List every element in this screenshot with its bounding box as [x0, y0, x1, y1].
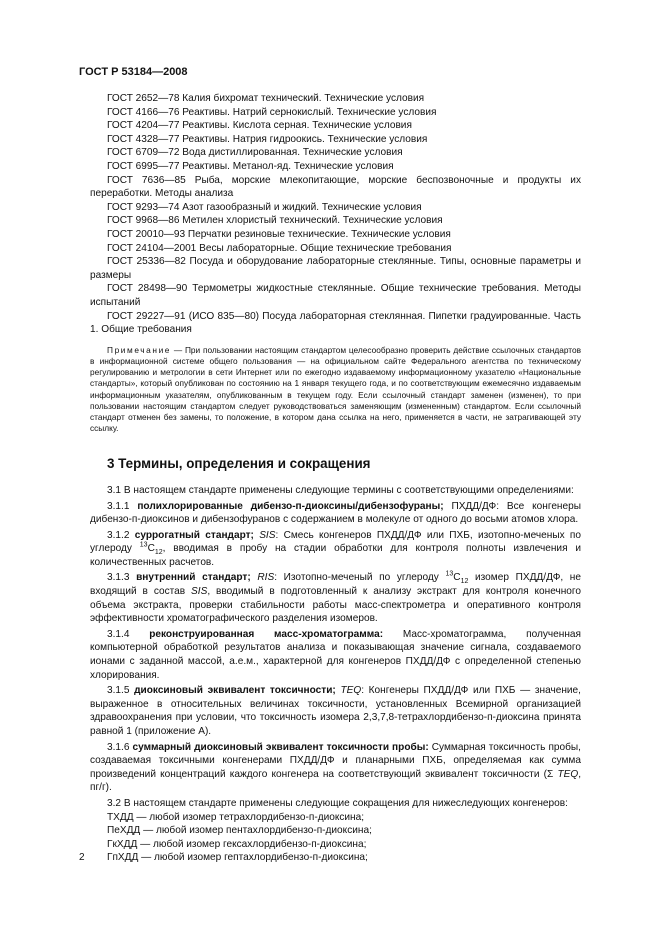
isotope-subscript: 12: [154, 549, 163, 557]
term-definition: Суммарная токсичность пробы, создаваемая токсичными конгенерами ПХДД/ДФ и планарными ПХБ, определяемая как сумма произведений концентраций каждого конгенера на соответствующий эквивалент токсичности (: [90, 741, 581, 780]
reference-item: ГОСТ 29227—91 (ИСО 835—80) Посуда лабораторная стеклянная. Пипетки градуированные. Часть 1. Общие требования: [90, 310, 581, 336]
term-abbr: TEQ: [340, 685, 362, 697]
reference-item: ГОСТ 4166—76 Реактивы. Натрий сернокислый. Технические условия: [107, 106, 437, 118]
term-number: 3.1.6: [107, 741, 133, 753]
term-3-1-5: [90, 684, 581, 738]
term-3-1-4: [90, 628, 581, 682]
term-definition: : Конгенеры ПХДД/ДФ или ПХБ — значение, выраженное в относительных величинах токсичности, установленных Всемирной организацией здравоохранения при условии, что токсичность изомера 2,3,7,8-тетрахлордибензо-п-диоксина принята равной 1 (приложение А).: [90, 685, 581, 737]
abbreviation-item: ПеХДД — любой изомер пентахлордибензо-п-диоксина;: [107, 825, 372, 837]
reference-item: ГОСТ 6995—77 Реактивы. Метанол-яд. Технические условия: [107, 160, 394, 172]
term-definition-end: , вводимый в подготовленный к анализу экстракт для контроля конечного объема экстракта, проверки стабильности работы масс-спектрометра и оперативного контроля эффективности хроматографического разделения изомеров.: [90, 586, 581, 625]
term-abbr: ПХДД/ДФ:: [443, 500, 507, 512]
term-name: суррогатный стандарт;: [134, 529, 254, 541]
isotope-superscript: 13: [139, 541, 148, 549]
term-name: суммарный диоксиновый эквивалент токсичности пробы:: [132, 741, 429, 753]
abbreviation-list: [90, 811, 581, 865]
term-definition-mid: изомер ПХДД/ДФ, не входящий в состав: [90, 572, 581, 598]
term-name: реконструированная масс-хроматограмма:: [149, 628, 384, 640]
term-number: 3.1.2: [107, 529, 135, 541]
term-name: диоксиновый эквивалент токсичности;: [134, 685, 336, 697]
reference-item: ГОСТ 24104—2001 Весы лабораторные. Общие технические требования: [107, 242, 452, 254]
reference-item: ГОСТ 2652—78 Калия бихромат технический. Технические условия: [107, 93, 425, 104]
term-number: 3.1.1: [107, 500, 138, 512]
term-3-1-6: [90, 741, 581, 795]
paragraph-3-1: 3.1 В настоящем стандарте применены следующие термины с соответствующими определениями:: [107, 484, 574, 496]
term-3-1-1: [90, 500, 581, 527]
note-label: Примечание: [107, 344, 172, 355]
reference-item: ГОСТ 7636—85 Рыба, морские млекопитающие, морские беспозвоночные и продукты их переработки. Методы анализа: [90, 174, 581, 200]
term-definition: Масс-хроматограмма, полученная компьютерной обработкой результатов анализа и показывающая значение сигнала, создаваемого ионами с заданной массой, а.е.м., характерной для конгенеров ПХДД/ДФ с определенной степенью хлорирования.: [90, 628, 581, 681]
carbon-symbol: C: [147, 543, 155, 555]
term-3-1-3: [90, 571, 581, 625]
page-number: 2: [79, 852, 85, 863]
isotope-superscript: 13: [445, 571, 454, 579]
term-number: 3.1.5: [107, 685, 135, 697]
term-definition: : Изотопно-меченый по углероду: [274, 572, 446, 584]
reference-item: ГОСТ 9968—86 Метилен хлористый технический. Технические условия: [107, 215, 443, 227]
term-name: полихлорированные дибензо-п-диоксины/дибензофураны;: [137, 500, 444, 512]
term-abbr: SIS: [259, 529, 276, 541]
reference-item: ГОСТ 4204—77 Реактивы. Кислота серная. Технические условия: [107, 120, 412, 132]
term-number: 3.1.4: [107, 628, 150, 640]
sum-symbol: Σ: [547, 768, 558, 780]
document-header: ГОСТ Р 53184—2008: [79, 66, 188, 78]
abbreviation-item: ТХДД — любой изомер тетрахлордибензо-п-диоксина;: [107, 811, 365, 823]
term-3-1-2: [90, 529, 581, 570]
reference-item: ГОСТ 4328—77 Реактивы. Натрия гидроокись. Технические условия: [107, 133, 428, 145]
note-paragraph: [90, 345, 581, 435]
reference-item: ГОСТ 9293—74 Азот газообразный и жидкий. Технические условия: [107, 201, 422, 213]
note-text: — При пользовании настоящим стандартом целесообразно проверить действие ссылочных стандартов в информационной системе общего пользования — на официальном сайте Федерального агентства по техническому регулированию и метрологии в сети Интернет или по ежегодно издаваемому информационному указателю «Национальные стандарты», который опубликован по состоянию на 1 января текущего года, и по соответствующим ежемесячно издаваемым информационным указателям, опубликованным в текущем году. Если ссылочный стандарт заменен (изменен), то при пользовании настоящим стандартом следует руководствоваться заменяющим (измененным) стандартом. Если ссылочный стандарт отменен без замены, то положение, в котором дана ссылка на него, применяется в части, не затрагивающей эту ссылку.: [90, 344, 581, 434]
isotope-subscript: 12: [460, 578, 469, 586]
abbreviation-item: ГпХДД — любой изомер гептахлордибензо-п-диоксина;: [107, 852, 368, 864]
paragraph-3-2: 3.2 В настоящем стандарте применены следующие сокращения для нижеследующих конгенеров:: [107, 797, 568, 809]
document-body: [90, 92, 581, 865]
section-heading: 3 Термины, определения и сокращения: [107, 456, 371, 472]
reference-item: ГОСТ 25336—82 Посуда и оборудование лабораторные стеклянные. Типы, основные параметры и размеры: [90, 256, 581, 281]
reference-item: ГОСТ 28498—90 Термометры жидкостные стеклянные. Общие технические требования. Методы испытаний: [90, 283, 581, 308]
term-definition: Все конгенеры дибензо-п-диоксинов и дибензофуранов с содержанием в молекуле от одного до восьми атомов хлора.: [90, 500, 581, 526]
reference-item: ГОСТ 6709—72 Вода дистиллированная. Технические условия: [107, 147, 403, 159]
term-definition-end: , вводимая в пробу на стадии обработки для контроля полноты извлечения и количественных расчетов.: [90, 543, 581, 568]
unit-text: , пг/г).: [90, 768, 582, 794]
teq-abbr: TEQ: [557, 768, 579, 780]
abbreviation-item: ГкХДД — любой изомер гексахлордибензо-п-диоксина;: [107, 838, 367, 850]
term-number: 3.1.3: [107, 572, 137, 584]
reference-item: ГОСТ 20010—93 Перчатки резиновые технические. Технические условия: [107, 228, 451, 240]
term-definition: : Смесь конгенеров ПХДД/ДФ или ПХБ, изотопно-меченых по углероду: [90, 529, 581, 555]
sis-abbr: SIS: [191, 586, 208, 598]
carbon-symbol: C: [453, 572, 461, 584]
term-abbr: RIS: [257, 572, 275, 584]
term-name: внутренний стандарт;: [136, 572, 251, 584]
reference-list: [90, 92, 581, 337]
